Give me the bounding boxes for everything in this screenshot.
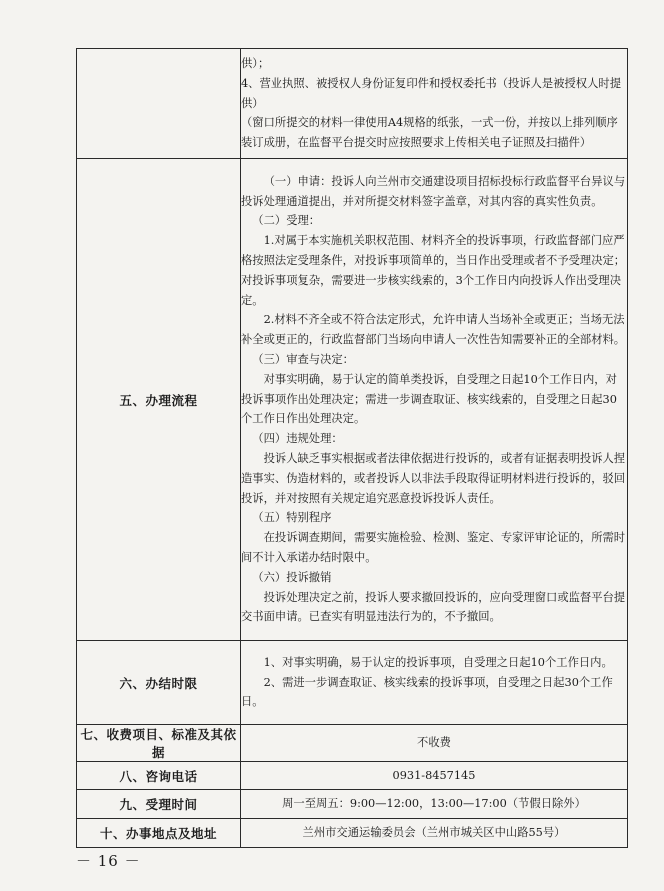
location-label: 十、办事地点及地址 [77,819,241,848]
step-6-text: 投诉处理决定之前，投诉人要求撤回投诉的，应向受理窗口或监督平台提交书面申请。已查实有明显违法行为的，不予撤回。 [241,590,626,624]
step-3-text: 对事实明确，易于认定的简单类投诉，自受理之日起10个工作日内，对投诉事项作出处理决定；需进一步调查取证、核实线索的，自受理之日起30个工作日作出处理决定。 [241,372,617,426]
step-1-heading: （一）申请： [263,174,332,188]
step-5-text: 在投诉调查期间，需要实施检验、检测、鉴定、专家评审论证的，所需时间不计入承诺办结时限中。 [241,531,626,564]
process-cell [241,159,628,641]
time-limit-label: 六、办结时限 [77,641,241,725]
hours-label: 九、受理时间 [77,790,241,819]
step-6-heading: （六）投诉撤销 [252,570,332,584]
process-step-1 [241,172,627,212]
step-2-heading: （二）受理： [252,214,321,228]
table-row [77,762,628,790]
materials-cell [241,49,628,159]
table-row [77,159,628,641]
phone-value: 0931-8457145 [241,762,628,790]
materials-line-2: 4、营业执照、被授权人身份证复印件和授权委托书（投诉人是被授权人时提供） [241,76,621,110]
service-guide-table [76,48,628,848]
fees-label: 七、收费项目、标准及其依据 [77,725,241,762]
materials-line-3: （窗口所提交的材料一律使用A4规格的纸张，一式一份，并按以上排列顺序装订成册，在监督平台提交时应按照要求上传相关电子证照及扫描件） [241,116,618,150]
table-row [77,819,628,848]
materials-line-1: 供）； [241,57,270,70]
step-4-text: 投诉人缺乏事实根据或者法律依据进行投诉的，或者有证据表明投诉人捏造事实、伪造材料的，或者投诉人以非法手段取得证明材料进行投诉的，驳回投诉，并对按照有关规定追究恶意投诉投诉人责任。 [241,451,626,505]
time-limit-cell [241,641,628,725]
table-row [77,790,628,819]
location-value: 兰州市交通运输委员会（兰州市城关区中山路55号） [241,819,628,848]
page-number: － 16 － [76,852,141,870]
step-2-para-2: 2.材料不齐全或不符合法定形式，允许申请人当场补全或更正；当场无法补全或更正的，行政监督部门当场向申请人一次性告知需要补正的全部材料。 [241,313,626,347]
phone-label: 八、咨询电话 [77,762,241,790]
step-1-text: 投诉人向兰州市交通建设项目招标投标行政监督平台异议与投诉处理通道提出，并对所提交材料签字盖章，对其内容的真实性负责。 [241,174,626,208]
step-5-heading: （五）特别程序 [252,511,332,525]
time-limit-item-1: 1、对事实明确，易于认定的投诉事项，自受理之日起10个工作日内。 [263,655,613,669]
table-row [77,641,628,725]
step-4-heading: （四）违规处理： [252,432,343,446]
row-label-empty [77,49,241,159]
step-3-heading: （三）审查与决定： [252,353,354,366]
time-limit-item-2: 2、需进一步调查取证、核实线索的投诉事项，自受理之日起30个工作日。 [241,675,613,709]
process-label: 五、办理流程 [77,159,241,641]
table-row [77,49,628,159]
step-2-para-1: 1.对属于本实施机关职权范围、材料齐全的投诉事项，行政监督部门应严格按照法定受理条件，对投诉事项简单的，当日作出受理或者不予受理决定；对投诉事项复杂，需要进一步核实线索的，3个工作日内向投诉人作出受理决定。 [241,234,626,307]
hours-value: 周一至周五：9:00—12:00，13:00—17:00（节假日除外） [241,790,628,819]
fees-value: 不收费 [241,725,628,762]
table-row [77,725,628,762]
